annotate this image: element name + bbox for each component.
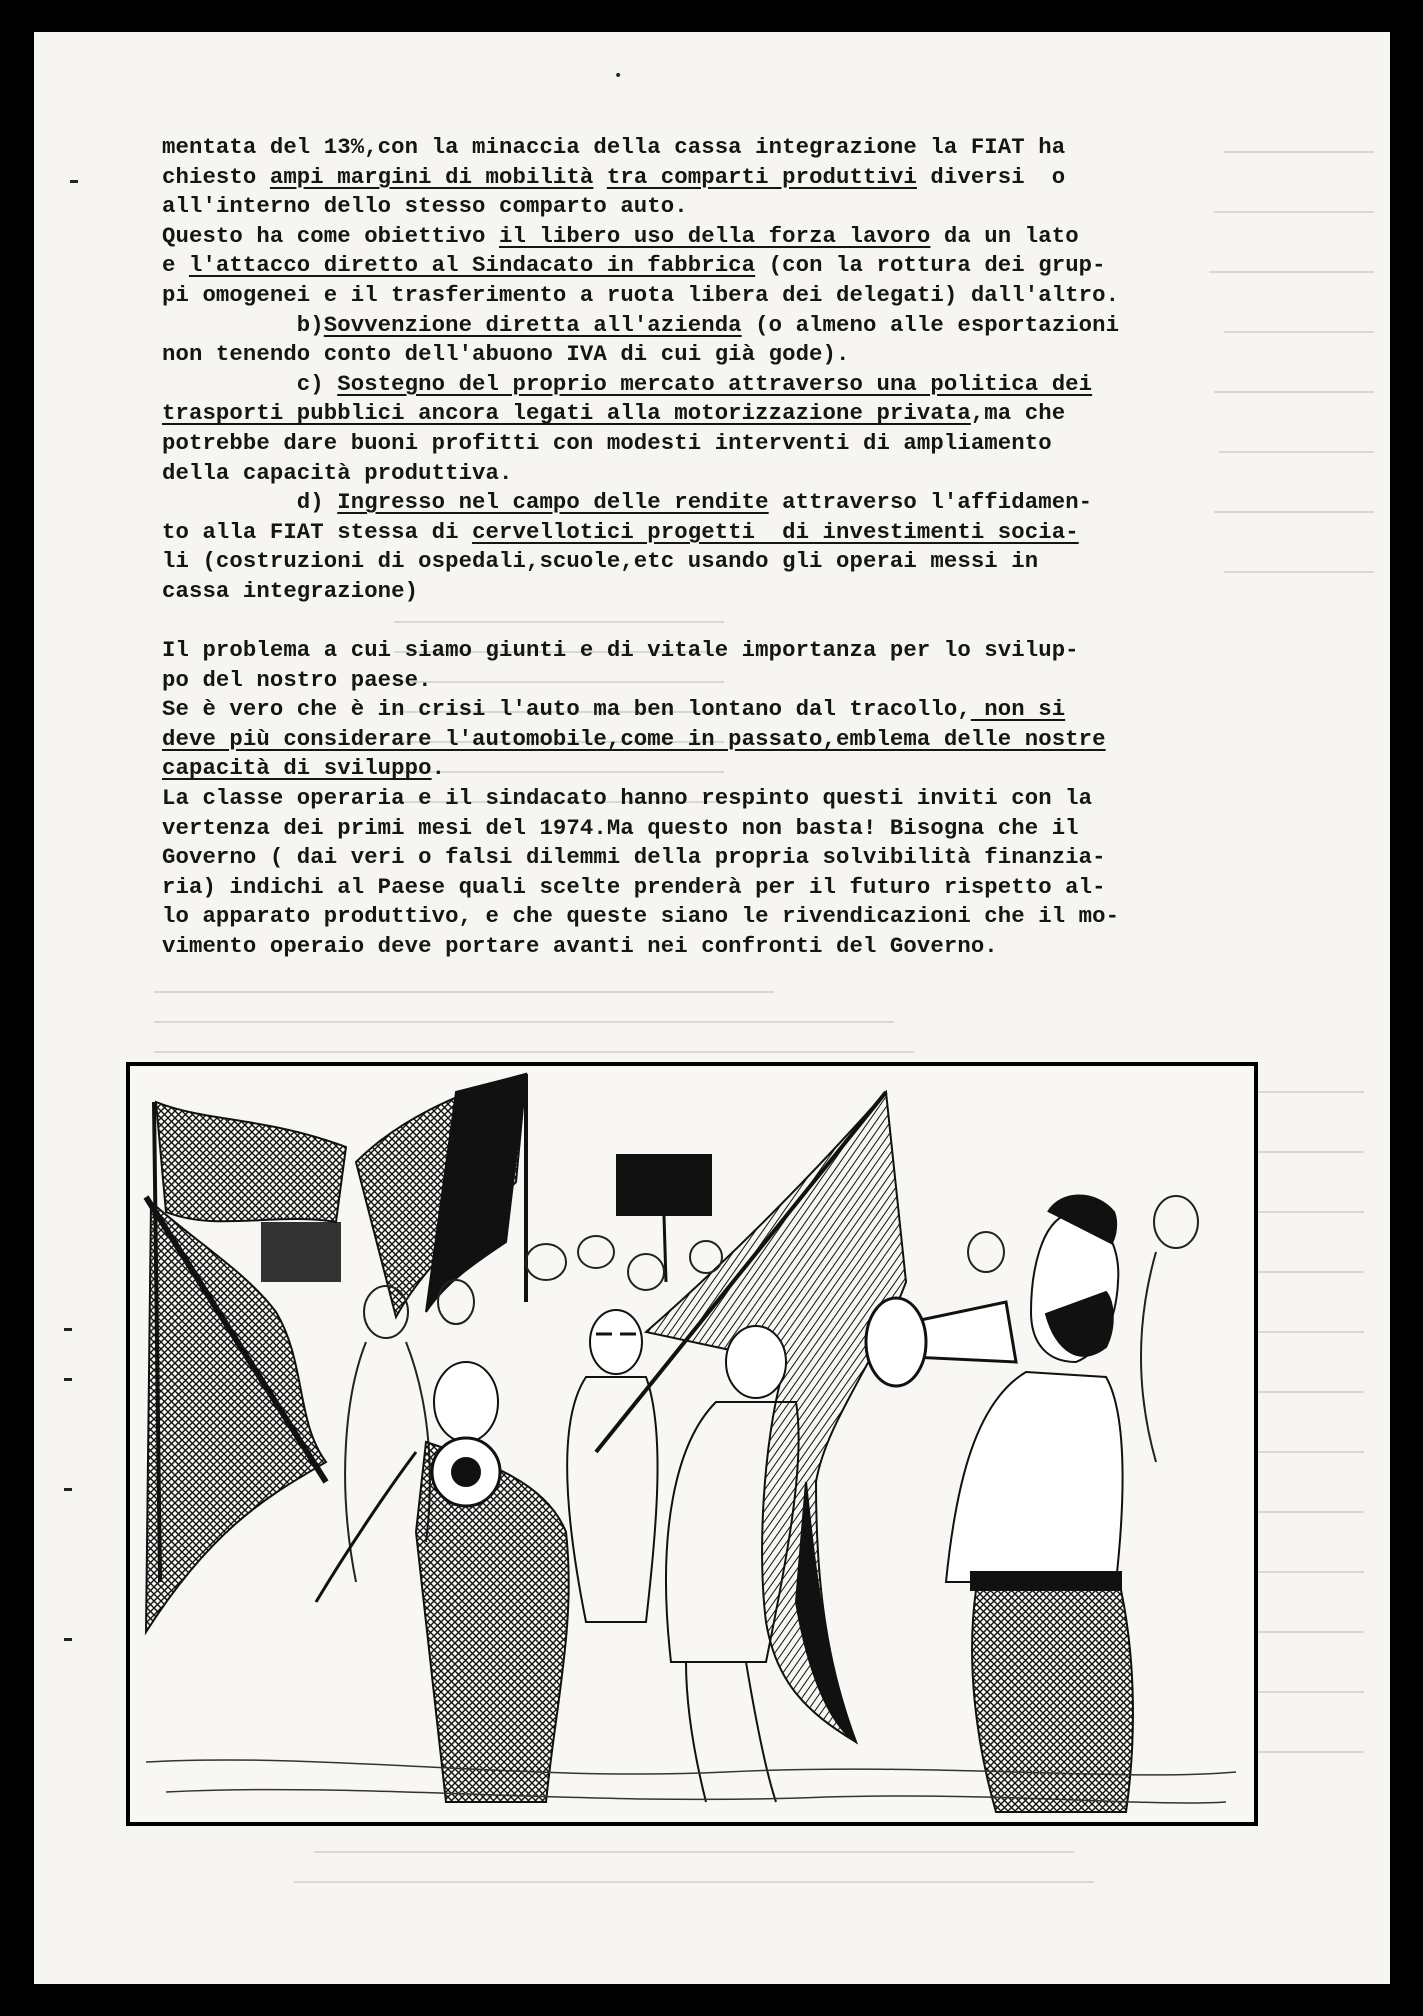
text-line bbox=[162, 725, 1312, 755]
text-run: potrebbe dare buoni profitti con modesti interventi di ampliamento bbox=[162, 429, 1052, 456]
text-run: mentata del 13%,con la minaccia della cassa integrazione la FIAT ha bbox=[162, 134, 1066, 160]
text-line bbox=[162, 666, 1312, 696]
text-line bbox=[162, 518, 1312, 548]
text-run: chiesto bbox=[162, 163, 270, 190]
text-line bbox=[162, 340, 1312, 370]
text-run bbox=[593, 164, 606, 190]
placard bbox=[616, 1154, 712, 1216]
text-line bbox=[162, 754, 1312, 784]
margin-tick bbox=[64, 1488, 72, 1491]
text-line bbox=[162, 873, 1312, 903]
underlined-phrase: tra comparti produttivi bbox=[606, 163, 917, 190]
text-run: (o almeno alle esportazioni bbox=[741, 311, 1120, 338]
text-run: c) bbox=[162, 370, 338, 397]
text-run: cassa integrazione) bbox=[162, 577, 419, 604]
underlined-phrase: trasporti pubblici ancora legati alla motorizzazione privata bbox=[162, 400, 971, 427]
typewritten-body bbox=[162, 133, 1312, 962]
paragraph-gap bbox=[162, 607, 1312, 637]
text-run: li (costruzioni di ospedali,scuole,etc usando gli operai messi in bbox=[162, 548, 1039, 575]
text-line bbox=[162, 399, 1312, 429]
margin-tick bbox=[70, 180, 78, 183]
text-run: . bbox=[431, 755, 446, 782]
margin-tick bbox=[64, 1328, 72, 1331]
underlined-phrase: deve più considerare l'automobile,come in passato,emblema delle nostre bbox=[162, 725, 1106, 752]
protest-illustration bbox=[126, 1062, 1258, 1826]
underlined-phrase: Ingresso nel campo delle rendite bbox=[337, 489, 769, 516]
text-run: attraverso l'affidamen- bbox=[768, 489, 1093, 516]
text-run: della capacità produttiva. bbox=[162, 459, 513, 486]
text-line bbox=[162, 814, 1312, 844]
underlined-phrase: non si bbox=[970, 696, 1066, 723]
underlined-phrase: l'attacco diretto al Sindacato in fabbrica bbox=[188, 252, 756, 279]
text-run: diversi o bbox=[916, 163, 1066, 190]
text-run: ,ma che bbox=[970, 400, 1066, 427]
text-line bbox=[162, 370, 1312, 400]
text-line bbox=[162, 281, 1312, 311]
text-run: non tenendo conto dell'abuono IVA di cui già gode). bbox=[162, 341, 850, 368]
text-line bbox=[162, 133, 1312, 163]
text-line bbox=[162, 311, 1312, 341]
text-line bbox=[162, 547, 1312, 577]
text-line bbox=[162, 459, 1312, 489]
underlined-phrase: Sovvenzione diretta all'azienda bbox=[323, 311, 742, 338]
text-line bbox=[162, 695, 1312, 725]
text-run: pi omogenei e il trasferimento a ruota libera dei delegati) dall'altro. bbox=[162, 281, 1120, 308]
underlined-phrase: ampi margini di mobilità bbox=[269, 163, 594, 190]
text-run: ria) indichi al Paese quali scelte prenderà per il futuro rispetto al- bbox=[162, 873, 1106, 900]
text-run: po del nostro paese. bbox=[162, 666, 432, 693]
document-page bbox=[34, 32, 1390, 1984]
text-run: Se è vero che è in crisi l'auto ma ben lontano dal tracollo, bbox=[162, 696, 971, 723]
margin-tick bbox=[64, 1638, 72, 1641]
text-run: Governo ( dai veri o falsi dilemmi della propria solvibilità finanzia- bbox=[162, 844, 1106, 871]
text-run: to alla FIAT stessa di bbox=[162, 518, 473, 545]
text-run: b) bbox=[162, 311, 324, 338]
text-line bbox=[162, 488, 1312, 518]
text-run: (con la rottura dei grup- bbox=[755, 252, 1106, 279]
text-line bbox=[162, 192, 1312, 222]
text-run: Il problema a cui siamo giunti e di vitale importanza per lo svilup- bbox=[162, 637, 1079, 664]
text-line bbox=[162, 784, 1312, 814]
text-line bbox=[162, 429, 1312, 459]
text-run: e bbox=[162, 252, 189, 279]
text-line bbox=[162, 902, 1312, 932]
text-line bbox=[162, 932, 1312, 962]
text-run: lo apparato produttivo, e che queste siano le rivendicazioni che il mo- bbox=[162, 903, 1120, 930]
text-run: La classe operaria e il sindacato hanno respinto questi inviti con la bbox=[162, 785, 1093, 812]
text-run: da un lato bbox=[930, 222, 1079, 249]
text-run: vimento operaio deve portare avanti nei confronti del Governo. bbox=[162, 933, 998, 960]
text-run: Questo ha come obiettivo bbox=[162, 222, 500, 249]
underlined-phrase: cervellotici progetti di investimenti socia- bbox=[472, 518, 1079, 545]
text-run: vertenza dei primi mesi del 1974.Ma questo non basta! Bisogna che il bbox=[162, 814, 1079, 841]
text-run: all'interno dello stesso comparto auto. bbox=[162, 193, 688, 220]
page-mark: • bbox=[614, 68, 623, 84]
text-run: d) bbox=[162, 489, 338, 516]
text-line bbox=[162, 163, 1312, 193]
underlined-phrase: capacità di sviluppo bbox=[162, 755, 432, 782]
text-line bbox=[162, 222, 1312, 252]
underlined-phrase: Sostegno del proprio mercato attraverso una politica dei bbox=[337, 370, 1093, 397]
underlined-phrase: il libero uso della forza lavoro bbox=[499, 222, 931, 249]
text-line bbox=[162, 577, 1312, 607]
margin-tick bbox=[64, 1378, 72, 1381]
text-line bbox=[162, 636, 1312, 666]
text-line bbox=[162, 251, 1312, 281]
text-line bbox=[162, 843, 1312, 873]
